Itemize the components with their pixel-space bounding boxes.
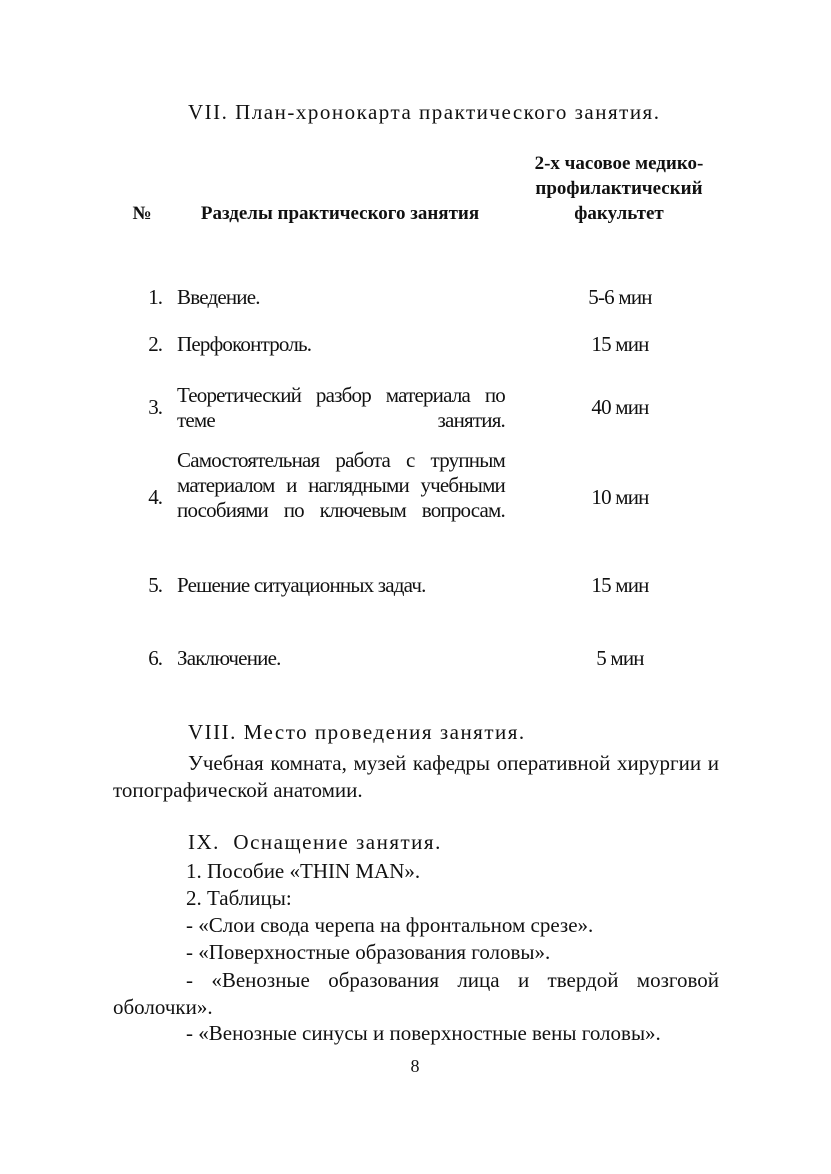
row-3-number: 3. bbox=[148, 395, 162, 419]
header-sections: Разделы практического занятия bbox=[200, 203, 480, 224]
section-8-text: Учебная комната, музей кафедры оперативной хирургии и топографической анатомии. bbox=[113, 751, 719, 802]
equipment-item-1: 1. Пособие «THIN MAN». bbox=[186, 859, 421, 883]
row-2-text: Перфоконтроль. bbox=[177, 332, 312, 356]
equipment-item-5: - «Венозные образования лица и твердой мозговой оболочки». bbox=[113, 968, 719, 1019]
row-1-text: Введение. bbox=[177, 285, 260, 309]
page-number: 8 bbox=[410, 1056, 420, 1076]
equipment-item-2: 2. Таблицы: bbox=[186, 886, 292, 910]
row-2-time: 15 мин bbox=[591, 332, 649, 356]
equipment-item-3: - «Слои свода черепа на фронтальном срезе». bbox=[186, 913, 594, 937]
row-4-time: 10 мин bbox=[591, 485, 649, 509]
row-1-number: 1. bbox=[148, 285, 162, 309]
row-5-number: 5. bbox=[148, 573, 162, 597]
row-6-time: 5 мин bbox=[596, 646, 644, 670]
equipment-item-4: - «Поверхностные образования головы». bbox=[186, 940, 551, 964]
header-time: 2-х часовое медико-профилактический факультет bbox=[534, 153, 704, 224]
row-3-time: 40 мин bbox=[591, 395, 649, 419]
row-5-time: 15 мин bbox=[591, 573, 649, 597]
row-6-number: 6. bbox=[148, 646, 162, 670]
header-number: № bbox=[132, 203, 152, 224]
row-4-number: 4. bbox=[148, 485, 162, 509]
section-8-title: VIII. Место проведения занятия. bbox=[188, 720, 526, 744]
row-1-time: 5-6 мин bbox=[588, 285, 652, 309]
row-3-text: Теоретический разбор материала по теме занятия. bbox=[177, 383, 505, 432]
equipment-item-6: - «Венозные синусы и поверхностные вены головы». bbox=[186, 1021, 661, 1045]
row-6-text: Заключение. bbox=[177, 646, 281, 670]
row-4-text: Самостоятельная работа с трупным материалом и наглядными учебными пособиями по ключевым вопросам. bbox=[177, 448, 505, 522]
row-5-text: Решение ситуационных задач. bbox=[177, 573, 426, 597]
row-2-number: 2. bbox=[148, 332, 162, 356]
section-7-title: VII. План-хронокарта практического занятия. bbox=[188, 100, 661, 124]
section-9-title: IX. Оснащение занятия. bbox=[188, 830, 442, 854]
